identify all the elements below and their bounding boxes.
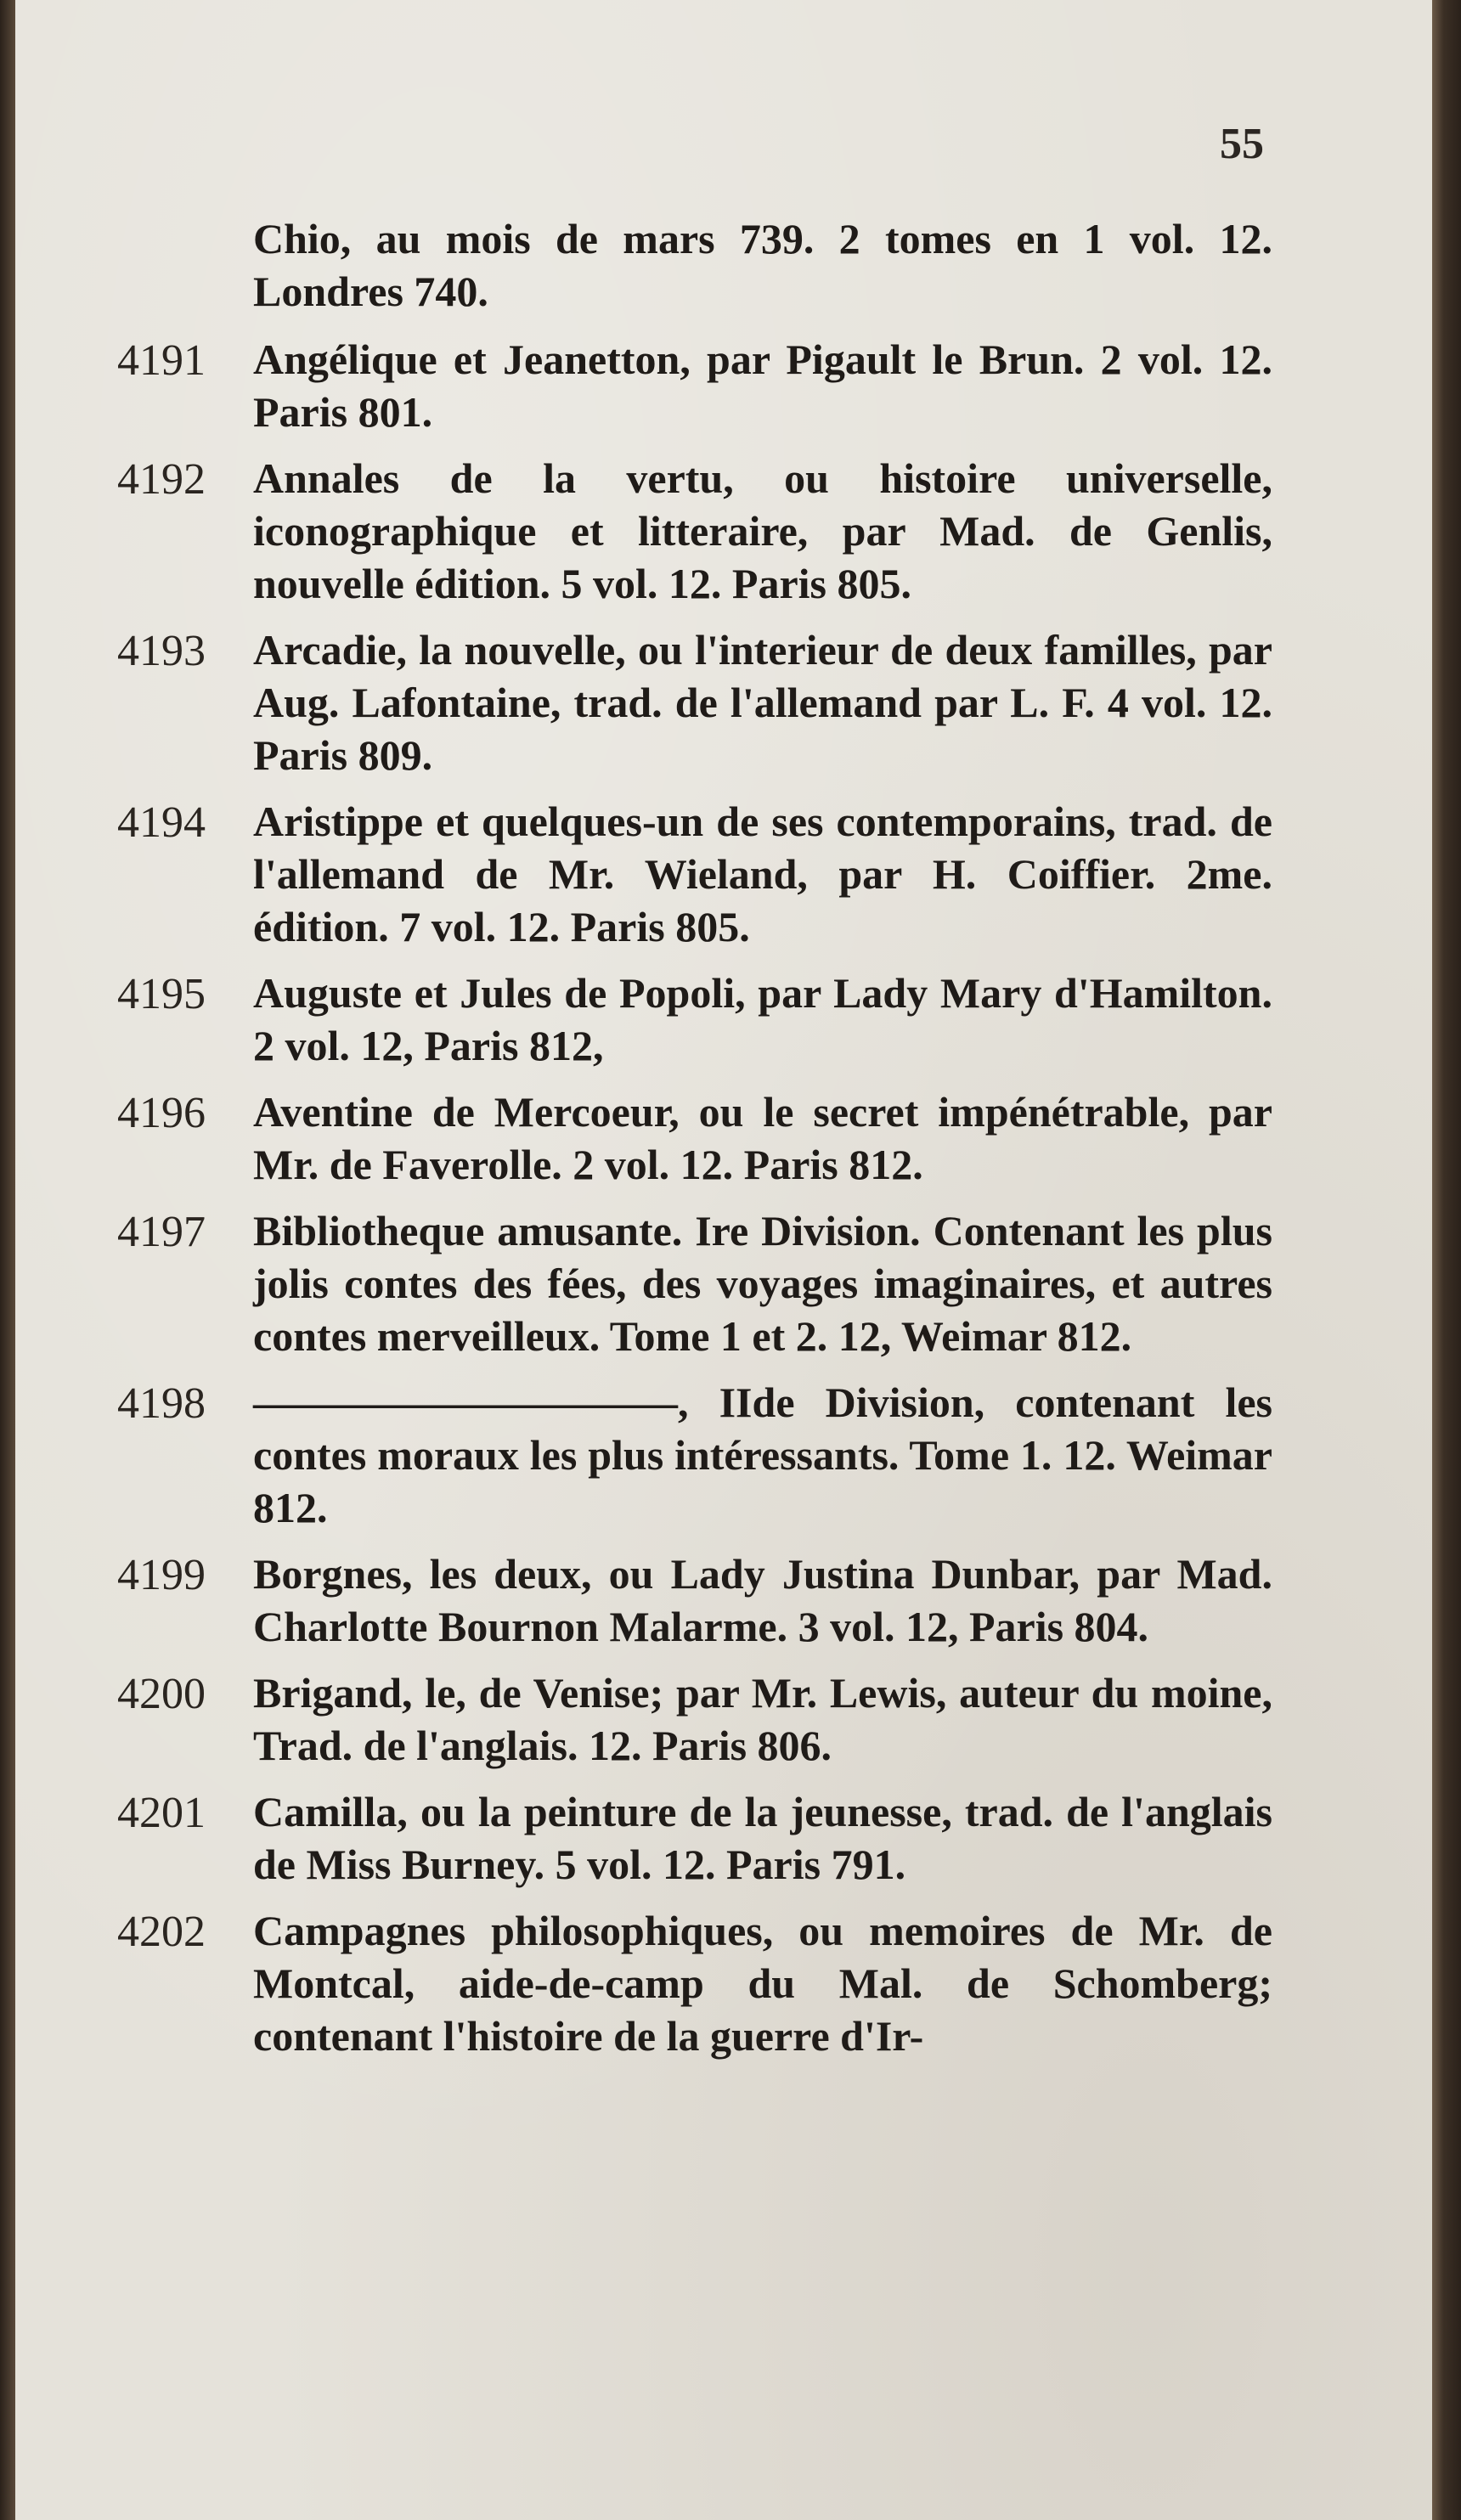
entry-text: Aristippe et quelques-un de ses contemporains, trad. de l'allemand de Mr. Wieland, par H. Coiffier. 2me. édition. 7 vol. 12. Paris 805.: [253, 798, 1272, 950]
catalogue-entry: [117, 452, 1272, 610]
entry-number: 4197: [117, 1208, 206, 1256]
page-number: 55: [1220, 120, 1264, 168]
entry-number: 4198: [117, 1379, 206, 1428]
entry-text: Aventine de Mercoeur, ou le secret impénétrable, par Mr. de Faverolle. 2 vol. 12. Paris 812.: [253, 1088, 1272, 1188]
catalogue-entry-continuation: [117, 212, 1272, 318]
entry-text: ——————————, IIde Division, contenant les contes moraux les plus intéressants. Tome 1. 12. Weimar 812.: [253, 1378, 1272, 1531]
catalogue-entry: [117, 1904, 1272, 2062]
entry-text: Camilla, ou la peinture de la jeunesse, trad. de l'anglais de Miss Burney. 5 vol. 12. Paris 791.: [253, 1788, 1272, 1888]
entry-text: Bibliotheque amusante. Ire Division. Contenant les plus jolis contes des fées, des voyages imaginaires, et autres contes merveilleux. Tome 1 et 2. 12, Weimar 812.: [253, 1207, 1272, 1360]
entry-number: 4201: [117, 1789, 206, 1837]
catalogue-entry: [117, 1085, 1272, 1191]
entry-number: 4200: [117, 1670, 206, 1718]
catalogue-entry: [117, 1204, 1272, 1362]
entry-number: 4202: [117, 1908, 206, 1956]
book-page: [15, 0, 1436, 2520]
entry-number: 4192: [117, 455, 206, 504]
entry-number: 4191: [117, 336, 206, 385]
catalogue-entries: [117, 212, 1272, 2076]
binding-edge-right: [1432, 0, 1461, 2520]
catalogue-entry: [117, 623, 1272, 781]
entry-text: Auguste et Jules de Popoli, par Lady Mary d'Hamilton. 2 vol. 12, Paris 812,: [253, 969, 1272, 1069]
entry-text: Annales de la vertu, ou histoire universelle, iconographique et litteraire, par Mad. de Genlis, nouvelle édition. 5 vol. 12. Paris 805.: [253, 454, 1272, 607]
entry-text: Brigand, le, de Venise; par Mr. Lewis, auteur du moine, Trad. de l'anglais. 12. Paris 806.: [253, 1669, 1272, 1769]
entry-number: 4199: [117, 1551, 206, 1599]
catalogue-entry: [117, 795, 1272, 953]
catalogue-entry: [117, 967, 1272, 1072]
entry-text: Campagnes philosophiques, ou memoires de Mr. de Montcal, aide-de-camp du Mal. de Schomberg; contenant l'histoire de la guerre d'Ir-: [253, 1907, 1272, 2060]
catalogue-entry: [117, 1376, 1272, 1534]
entry-text: Chio, au mois de mars 739. 2 tomes en 1 vol. 12. Londres 740.: [253, 215, 1272, 315]
entry-number: 4196: [117, 1089, 206, 1137]
entry-number: 4195: [117, 970, 206, 1018]
catalogue-entry: [117, 333, 1272, 438]
entry-text: Angélique et Jeanetton, par Pigault le Brun. 2 vol. 12. Paris 801.: [253, 335, 1272, 436]
catalogue-entry: [117, 1785, 1272, 1891]
catalogue-entry: [117, 1666, 1272, 1772]
catalogue-entry: [117, 1548, 1272, 1653]
entry-text: Borgnes, les deux, ou Lady Justina Dunbar, par Mad. Charlotte Bournon Malarme. 3 vol. 12, Paris 804.: [253, 1550, 1272, 1650]
entry-number: 4193: [117, 627, 206, 675]
entry-number: 4194: [117, 798, 206, 847]
entry-text: Arcadie, la nouvelle, ou l'interieur de deux familles, par Aug. Lafontaine, trad. de l'allemand par L. F. 4 vol. 12. Paris 809.: [253, 626, 1272, 779]
binding-edge-left: [0, 0, 15, 2520]
